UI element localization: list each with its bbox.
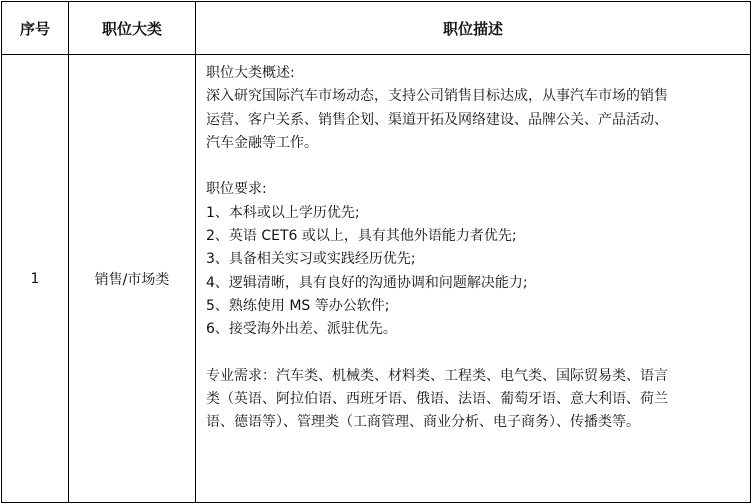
requirement-item: 2、英语 CET6 或以上，具有其他外语能力者优先; <box>206 228 517 245</box>
requirement-item: 6、接受海外出差、派驻优先。 <box>206 321 397 338</box>
row-category: 销售/市场类 <box>69 55 196 503</box>
spacer <box>206 342 740 365</box>
header-description: 职位描述 <box>196 2 751 55</box>
overview-line: 深入研究国际汽车市场动态，支持公司销售目标达成，从事汽车市场的销售 <box>206 88 668 105</box>
row-description <box>196 55 751 503</box>
overview-line: 汽车金融等工作。 <box>206 134 318 151</box>
job-table <box>1 1 751 503</box>
table-row <box>2 55 751 503</box>
header-index: 序号 <box>2 2 69 55</box>
spacer <box>206 155 740 178</box>
requirement-item: 3、具备相关实习或实践经历优先; <box>206 251 416 268</box>
major-line: 专业需求：汽车类、机械类、材料类、工程类、电气类、国际贸易类、语言 <box>206 367 668 384</box>
overview-title: 职位大类概述: <box>206 65 295 81</box>
requirement-item: 5、熟练使用 MS 等办公软件; <box>206 297 390 314</box>
requirement-item: 4、逻辑清晰，具有良好的沟通协调和问题解决能力; <box>206 274 528 291</box>
major-line: 语、德语等）、管理类（工商管理、商业分析、电子商务）、传播类等。 <box>206 414 640 431</box>
overview-line: 运营、客户关系、销售企划、渠道开拓及网络建设、品牌公关、产品活动、 <box>206 111 668 128</box>
requirement-item: 1、本科或以上学历优先; <box>206 204 360 221</box>
requirements-title: 职位要求: <box>206 181 267 198</box>
table-header-row <box>2 2 751 55</box>
header-category: 职位大类 <box>69 2 196 55</box>
row-index: 1 <box>2 55 69 503</box>
major-line: 类（英语、阿拉伯语、西班牙语、俄语、法语、葡萄牙语、意大利语、荷兰 <box>206 391 668 408</box>
